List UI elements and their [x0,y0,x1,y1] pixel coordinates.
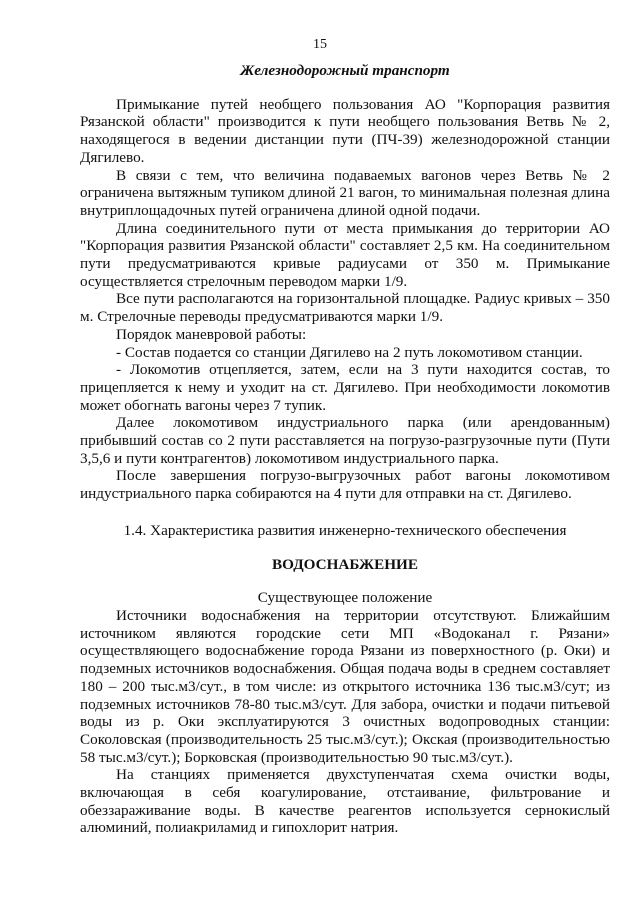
paragraph: Далее локомотивом индустриального парка (или арендованным) прибывший состав со 2 пути расставляется на погрузо-разгрузочные пути (Пути 3,5,6 и пути контрагентов) локомотивом индустриального парка. [80,414,610,467]
paragraph: После завершения погрузо-выгрузочных работ вагоны локомотивом индустриального парка собираются на 4 пути для отправки на ст. Дягилево. [80,467,610,503]
paragraph: Все пути располагаются на горизонтальной площадке. Радиус кривых – 350 м. Стрелочные переводы предусматриваются марки 1/9. [80,290,610,326]
rail-heading: Железнодорожный транспорт [240,62,450,79]
paragraph: В связи с тем, что величина подаваемых вагонов через Ветвь № 2 ограничена вытяжным тупиком длиной 21 вагон, то минимальная полезная длина внутриплощадочных путей ограничена длиной одной подачи. [80,166,610,219]
paragraph: Длина соединительного пути от места примыкания до территории АО "Корпорация развития Рязанской области" составляет 2,5 км. На соединительном пути предусматриваются кривые радиусами от 350 м. Примыкание осуществляется стрелочным переводом марки 1/9. [80,219,610,290]
list-item: - Локомотив отцепляется, затем, если на 3 пути находится состав, то прицепляется к нему и уходит на ст. Дягилево. При необходимости локомотив может обогнать вагоны через 7 тупик. [80,361,610,414]
water-heading: ВОДОСНАБЖЕНИЕ [272,555,418,573]
paragraph: Порядок маневровой работы: [116,325,307,343]
paragraph: Примыкание путей необщего пользования АО "Корпорация развития Рязанской области" производится к пути необщего пользования Ветвь № 2, находящегося в ведении дистанции пути (ПЧ-39) железнодорожной станции Дягилево. [80,95,610,166]
page-number: 15 [313,37,327,52]
section-heading: 1.4. Характеристика развития инженерно-технического обеспечения [123,521,567,539]
list-item: - Состав подается со станции Дягилево на 2 путь локомотивом станции. [116,343,583,361]
water-subheading: Существующее положение [257,589,433,607]
paragraph: На станциях применяется двухступенчатая схема очистки воды, включающая в себя коагулирование, отстаивание, фильтрование и обеззараживание воды. В качестве реагентов используется сернокислый алюминий, полиакриламид и гипохлорит натрия. [80,766,610,837]
paragraph: Источники водоснабжения на территории отсутствуют. Ближайшим источником являются городские сети МП «Водоканал г. Рязани» осуществляющего водоснабжение города Рязани из поверхностного (р. Оки) и подземных источников водоснабжения. Общая подача воды в среднем составляет 180 – 200 тыс.м3/сут., в том числе: из открытого источника 136 тыс.м3/сут; из подземных источников 78-80 тыс.м3/сут. Для забора, очистки и подачи питьевой воды из р. Оки эксплуатируются 3 очистных водопроводных станции: Соколовская (производительность 25 тыс.м3/сут.); Окская (производительностью 58 тыс.м3/сут.); Борковская (производительностью 90 тыс.м3/сут.). [80,606,610,766]
page-content [80,62,610,837]
